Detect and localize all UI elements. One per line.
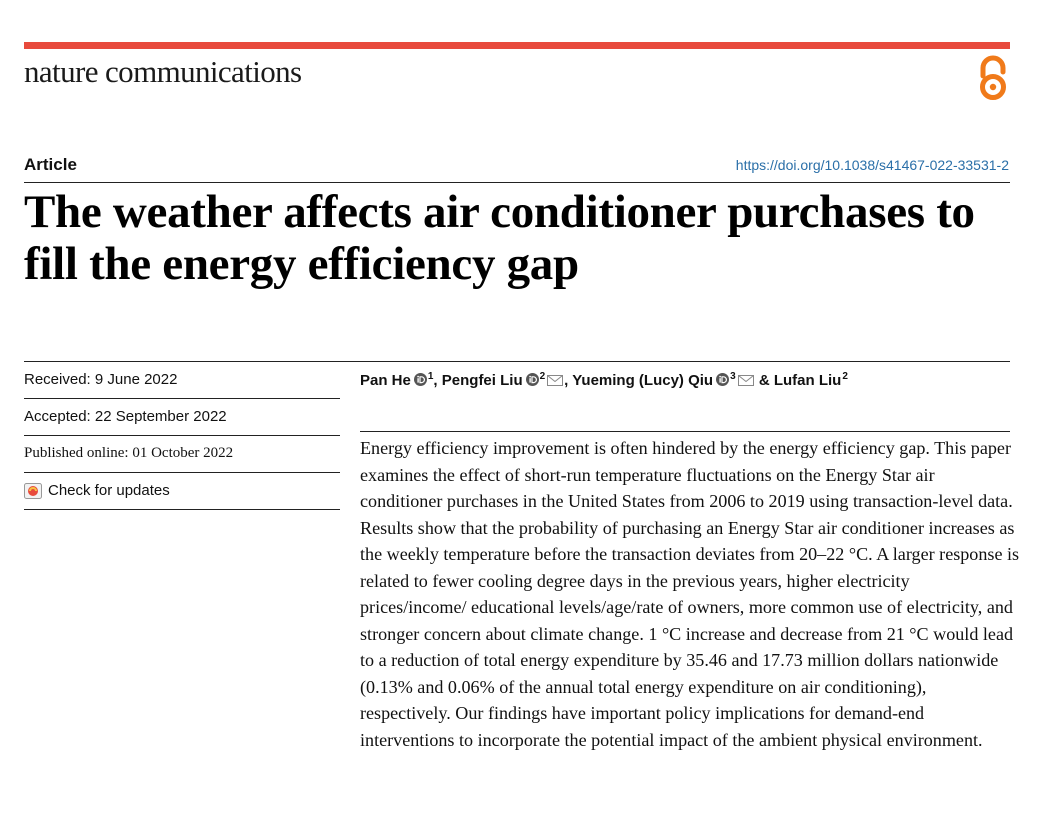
orcid-icon[interactable] (716, 373, 729, 386)
received-date: Received: 9 June 2022 (24, 371, 178, 388)
doi-link[interactable]: https://doi.org/10.1038/s41467-022-33531-2 (735, 157, 1009, 173)
orcid-icon[interactable] (414, 373, 427, 386)
article-dates (24, 362, 340, 510)
title-divider (24, 182, 1010, 183)
article-title: The weather affects air conditioner purchases to fill the energy efficiency gap (24, 186, 975, 290)
check-updates-label: Check for updates (48, 482, 170, 499)
journal-name: nature communications (24, 54, 302, 89)
author-affiliation: 3 (730, 371, 736, 382)
journal-accent-bar (24, 42, 1010, 49)
check-for-updates-button[interactable] (24, 473, 340, 510)
published-date: Published online: 01 October 2022 (24, 445, 234, 461)
author-name[interactable]: Yueming (Lucy) Qiu (572, 372, 714, 389)
author-affiliation: 2 (539, 371, 546, 382)
author-list (360, 371, 848, 389)
author-name[interactable]: Pan He (360, 372, 411, 389)
accepted-date-row (24, 399, 340, 436)
accepted-date: Accepted: 22 September 2022 (24, 408, 227, 425)
open-access-icon (974, 54, 1012, 102)
author-affiliation: 2 (842, 371, 848, 382)
author-name[interactable]: Pengfei Liu (441, 372, 523, 389)
orcid-icon[interactable] (526, 373, 539, 386)
abstract-text: Energy efficiency improvement is often hindered by the energy efficiency gap. This paper examines the effect of short-run temperature fluctuations on the Energy Star air conditioner purchases in the United States from 2006 to 2019 using transaction-level data. Results show that the probability of purchasing an Energy Star air conditioner increases as the weekly temperature before the transaction deviates from 20–22 °C. A larger response is related to fewer cooling degree days in the previous years, higher electricity prices/income/ educational levels/age/rate of owners, more common use of electricity, and stronger concern about climate change. 1 °C increase and decrease from 21 °C would lead to a reduction of total energy expenditure by 35.46 and 17.73 million dollars nationwide (0.13% and 0.06% of the annual total energy expenditure on air conditioning), respectively. Our findings have important policy implications for demand-end interventions to incorporate the potential impact of the ambient physical environment. (360, 438, 1020, 750)
author-affiliation: 1 (427, 371, 434, 382)
author-name[interactable]: Lufan Liu (773, 372, 842, 389)
email-icon[interactable] (738, 375, 754, 386)
author-separator: , (564, 372, 573, 389)
abstract-divider (360, 431, 1010, 432)
article-type-label: Article (24, 155, 77, 174)
email-icon[interactable] (547, 375, 563, 386)
author-separator: & (754, 372, 774, 389)
received-date-row (24, 362, 340, 399)
published-date-row (24, 436, 340, 473)
check-updates-icon (24, 483, 42, 499)
author-separator: , (433, 372, 442, 389)
